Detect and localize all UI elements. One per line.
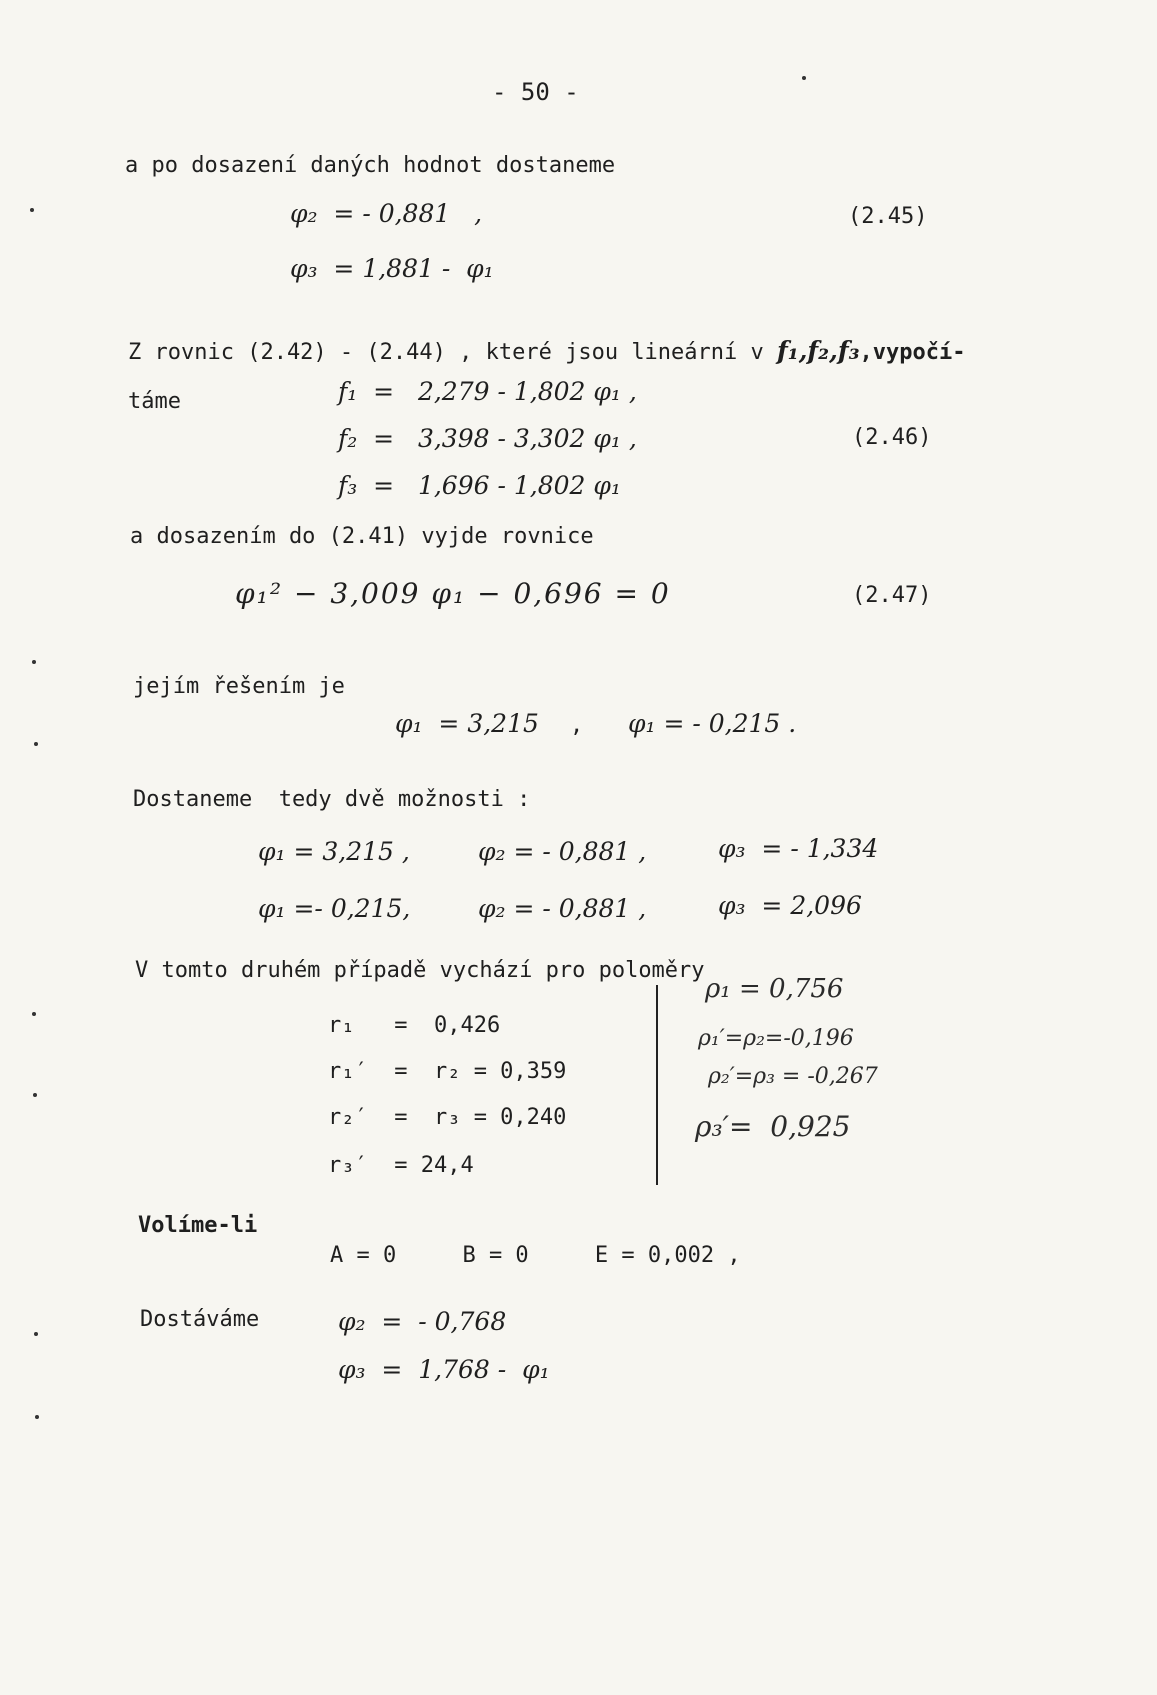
handwritten-note-2: ρ₁′=ρ₂=-0,196 (698, 1026, 854, 1051)
case-2-phi-3: φ₃ = 2,096 (718, 891, 862, 920)
margin-speck (32, 1012, 36, 1016)
page-number: - 50 - (492, 78, 579, 106)
intro-text-5: Dostaneme tedy dvě možnosti : (133, 787, 531, 812)
margin-speck (35, 1415, 39, 1419)
case-1-phi-3: φ₃ = - 1,334 (718, 834, 879, 863)
intro-text-6: V tomto druhém případě vychází pro poloměry (135, 958, 705, 983)
paragraph-rovnic-text: Z rovnic (2.42) - (2.44) , které jsou lineární v (128, 340, 778, 365)
intro-text-3: a dosazením do (2.41) vyjde rovnice (130, 524, 594, 549)
margin-speck (34, 742, 38, 746)
radius-r2-prime: r₂′ = r₃ = 0,240 (328, 1105, 567, 1130)
margin-speck (30, 208, 34, 212)
radius-r3-prime: r₃′ = 24,4 (328, 1153, 474, 1178)
paragraph-rovnic (128, 337, 966, 367)
intro-text-7: Volíme-li (138, 1213, 258, 1238)
margin-speck (802, 76, 806, 80)
handwritten-divider (656, 985, 658, 1185)
equation-2-46-line-1: f₁ = 2,279 - 1,802 φ₁ , (338, 377, 637, 406)
solution-root-2: φ₁ = - 0,215 . (628, 709, 797, 738)
final-phi-2: φ₂ = - 0,768 (338, 1307, 507, 1336)
margin-speck (33, 1093, 37, 1097)
case-2-phi-2: φ₂ = - 0,881 , (478, 894, 647, 923)
case-1-phi-2: φ₂ = - 0,881 , (478, 837, 647, 866)
case-2-phi-1: φ₁ =- 0,215, (258, 894, 411, 923)
handwritten-note-1: ρ₁ = 0,756 (705, 974, 844, 1004)
intro-text-8: Dostáváme (140, 1307, 260, 1332)
intro-text-4: jejím řešením je (133, 674, 345, 699)
equation-label-2-47: (2.47) (852, 583, 932, 608)
equation-2-45-line-1: φ₂ = - 0,881 , (290, 199, 483, 228)
paragraph-rovnic-vars: f₁,f₂,f₃ (777, 336, 860, 365)
solution-root-1: φ₁ = 3,215 (395, 709, 539, 738)
equation-2-46-line-3: f₃ = 1,696 - 1,802 φ₁ (338, 471, 621, 500)
equation-label-2-45: (2.45) (848, 204, 928, 229)
paragraph-rovnic-line-2: táme (128, 389, 181, 414)
margin-speck (32, 660, 36, 664)
margin-speck (34, 1332, 38, 1336)
case-1-phi-1: φ₁ = 3,215 , (258, 837, 410, 866)
equation-label-2-46: (2.46) (852, 425, 932, 450)
choice-values: A = 0 B = 0 E = 0,002 , (330, 1243, 741, 1268)
paragraph-rovnic-end: ,vypočí- (859, 340, 966, 365)
intro-text-1: a po dosazení daných hodnot dostaneme (125, 153, 616, 178)
radius-r1: r₁ = 0,426 (328, 1013, 501, 1038)
equation-2-46-line-2: f₂ = 3,398 - 3,302 φ₁ , (338, 424, 637, 453)
solution-separator: , (570, 713, 584, 738)
equation-2-47: φ₁² − 3,009 φ₁ − 0,696 = 0 (235, 577, 671, 610)
equation-2-45-line-2: φ₃ = 1,881 - φ₁ (290, 254, 494, 283)
handwritten-note-3: ρ₂′=ρ₃ = -0,267 (708, 1064, 878, 1089)
radius-r1-prime: r₁′ = r₂ = 0,359 (328, 1059, 567, 1084)
handwritten-note-4: ρ₃′= 0,925 (695, 1110, 851, 1143)
final-phi-3: φ₃ = 1,768 - φ₁ (338, 1355, 550, 1384)
